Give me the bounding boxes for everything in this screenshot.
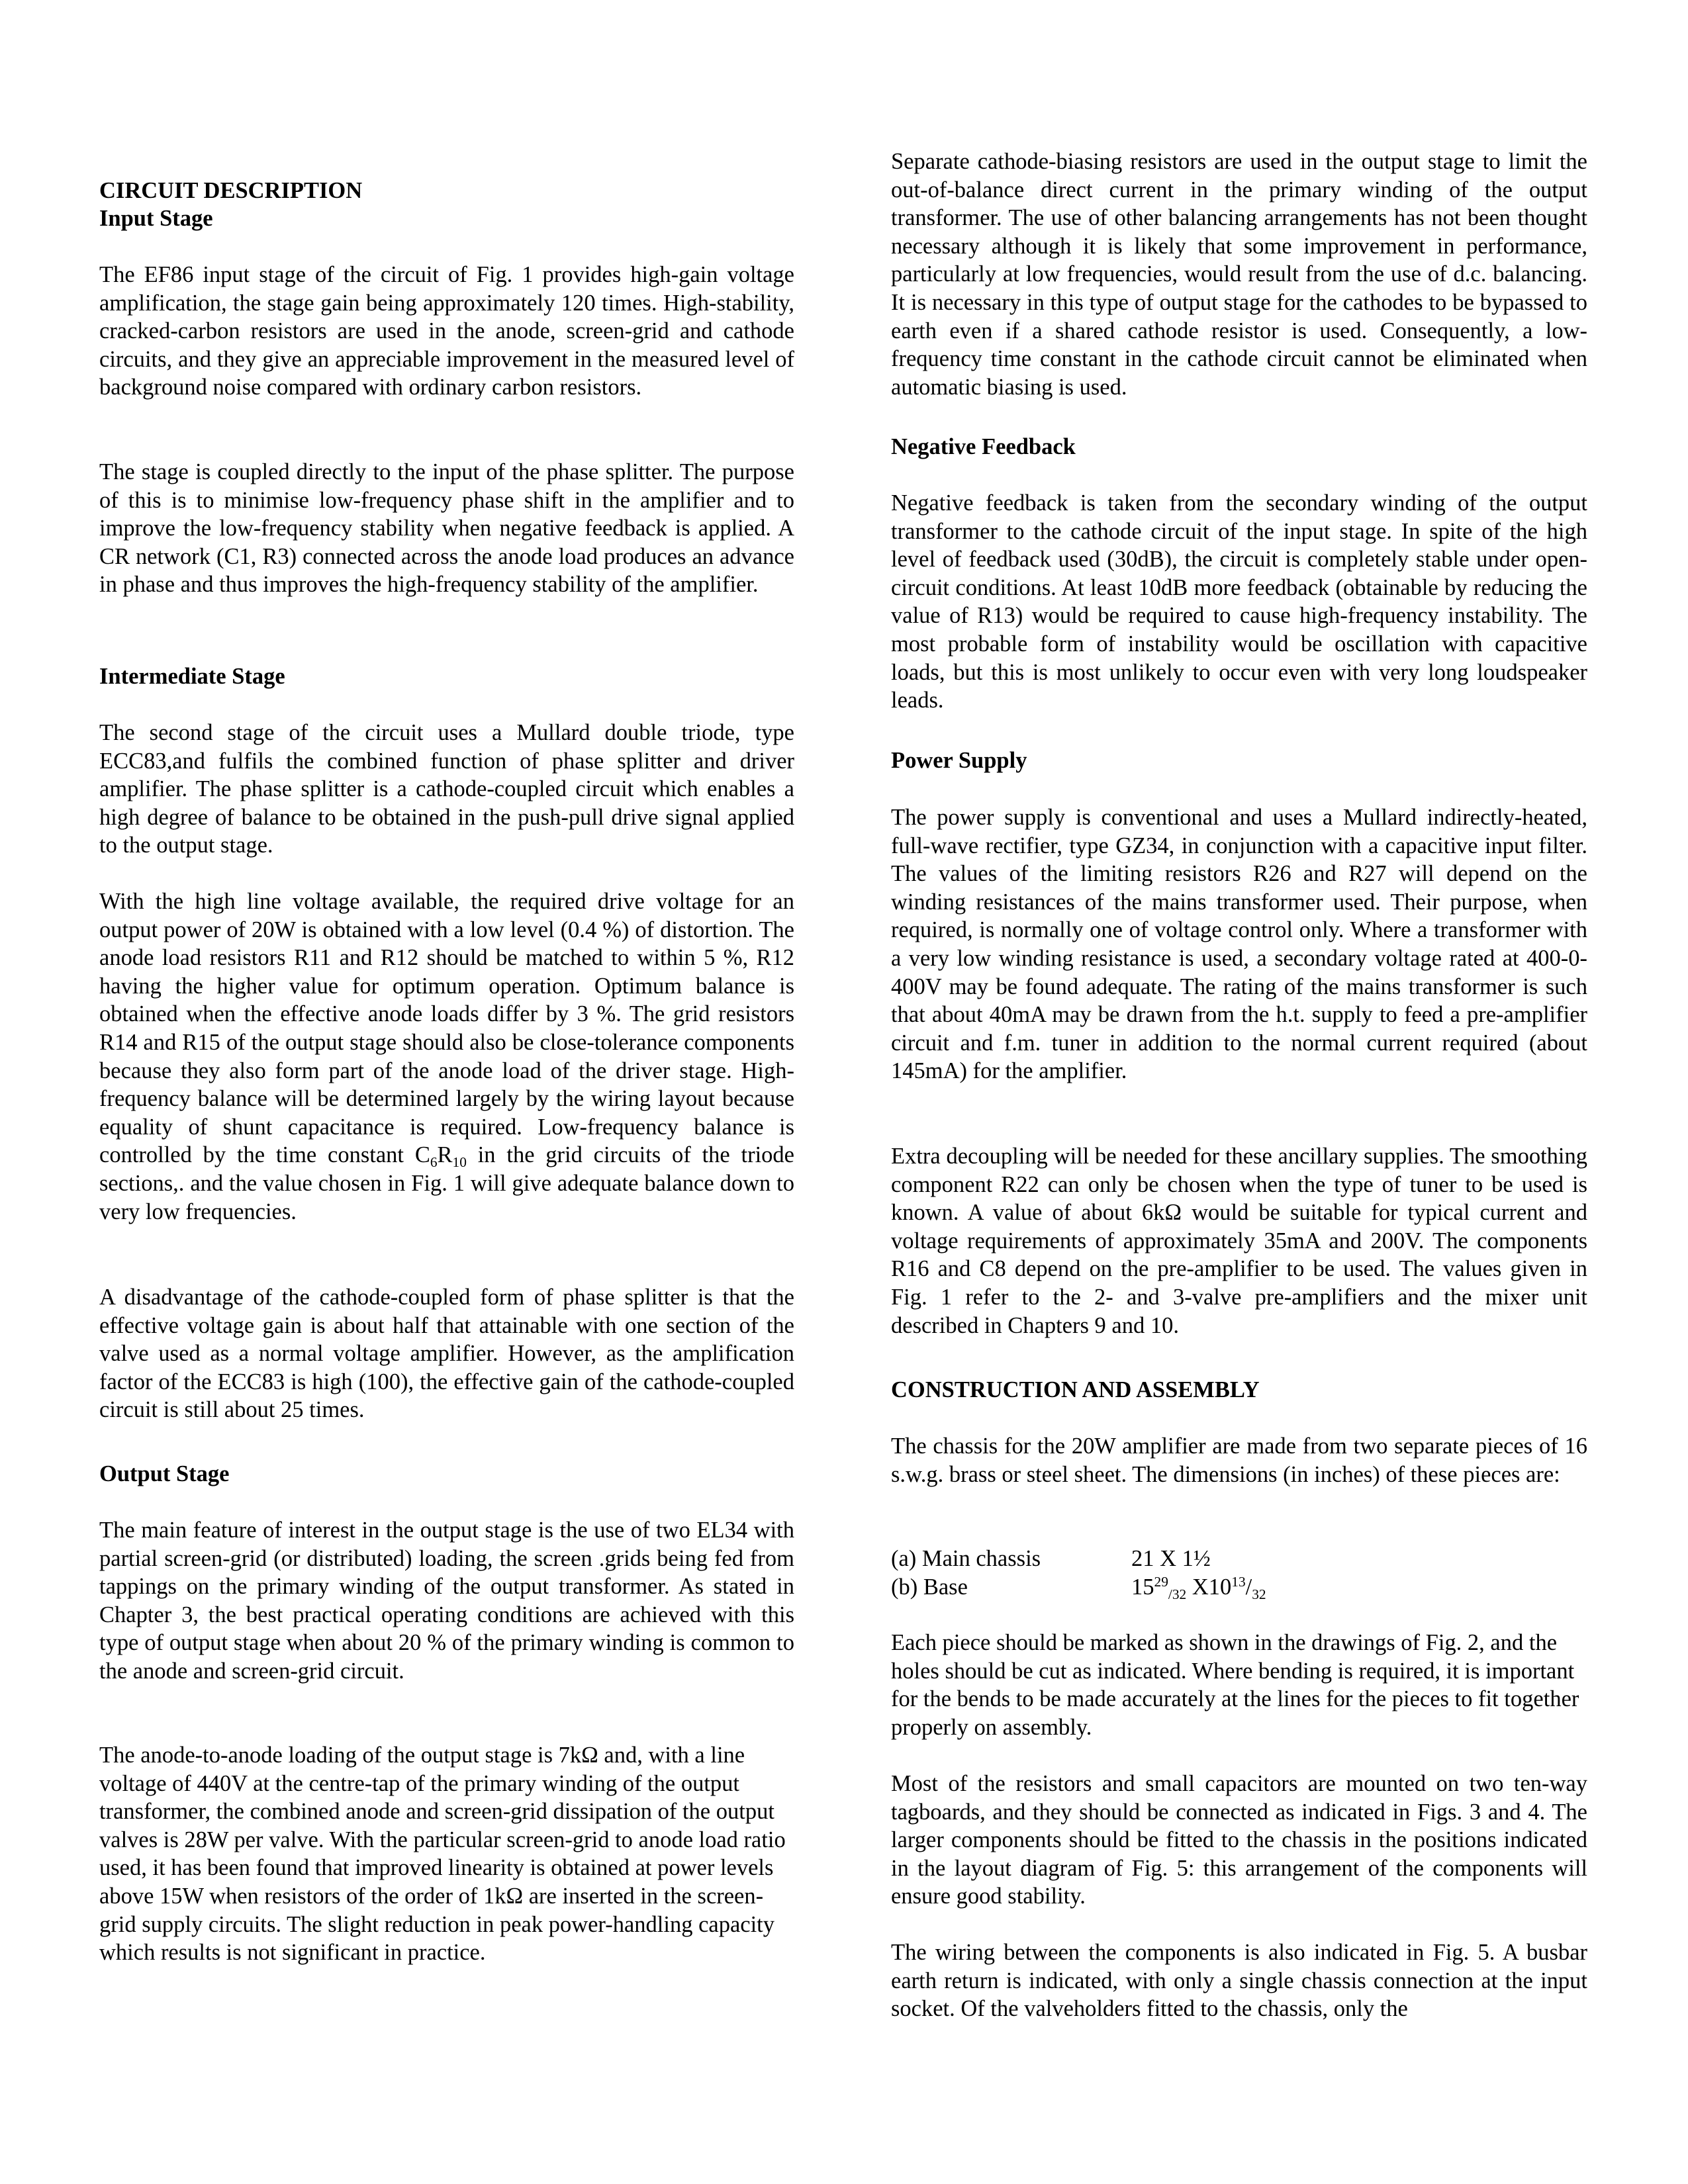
paragraph-input-stage-2: The stage is coupled directly to the input of the phase splitter. The purpose of this is to minimise low-frequency phase shift in the amplifier and to improve the low-frequency stability when negative feedback is applied. A CR network (C1, R3) connected across the anode load produces an advance in phase and thus improves the high-frequency stability of the amplifier. [99, 459, 794, 598]
paragraph-negative-feedback: Negative feedback is taken from the secondary winding of the output transformer to the cathode circuit of the input stage. In spite of the high level of feedback used (30dB), the circuit is completely stable under open-circuit conditions. At least 10dB more feedback (obtainable by reducing the value of R13) would be required to cause high-frequency instability. The most probable form of instability would be oscillation with capacitive loads, but this is most unlikely to occur even with very long loudspeaker leads. [891, 490, 1587, 713]
dimension-label: (a) Main chassis [891, 1546, 1041, 1571]
paragraph-construction-1: The chassis for the 20W amplifier are made from two separate pieces of 16 s.w.g. brass or steel sheet. The dimensions (in inches) of these pieces are: [891, 1433, 1587, 1487]
paragraph-power-supply-1: The power supply is conventional and uses a Mullard indirectly-heated, full-wave rectifier, type GZ34, in conjunction with a capacitive input filter. The values of the limiting resistors R26 and R27 will depend on the winding resistances of the mains transformer used. Their purpose, when required, is normally one of voltage control only. Where a transformer with a very low winding resistance is used, a secondary voltage rated at 400-0-400V may be found adequate. The rating of the mains transformer is such that about 40mA may be drawn from the h.t. supply to feed a pre-amplifier circuit and f.m. tuner in addition to the normal current required (about 145mA) for the amplifier. [891, 805, 1587, 1084]
dimension-row-main-chassis [891, 1545, 1211, 1573]
paragraph-construction-3: Most of the resistors and small capacitors are mounted on two ten-way tagboards, and they should be connected as indicated in Figs. 3 and 4. The larger components should be fitted to the chassis in the positions indicated in the layout diagram of Fig. 5: this arrangement of the components will ensure good stability. [891, 1771, 1587, 1909]
paragraph-intermediate-stage-2: With the high line voltage available, the required drive voltage for an output power of 20W is obtained with a low level (0.4 %) of distortion. The anode load resistors R11 and R12 should be matched to within 5 %, R12 having the higher value for optimum operation. Optimum balance is obtained when the effective anode loads differ by 3 %. The grid resistors R14 and R15 of the output stage should also be close-tolerance components because they also form part of the anode load of the driver stage. High-frequency balance will be determined largely by the wiring layout because equality of shunt capacitance is required. Low-frequency balance is controlled by the time constant $C_6R_{10}$ in the grid circuits of the triode sections,. and the value chosen in Fig. 1 will give adequate balance down to very low frequencies. [99, 889, 794, 1224]
heading-power-supply: Power Supply [891, 748, 1027, 773]
paragraph-power-supply-2: Extra decoupling will be needed for these ancillary supplies. The smoothing component R22 can only be chosen when the type of tuner to be used is known. A value of about 6kΩ would be suitable for typical current and voltage requirements of approximately 35mA and 200V. The components R16 and C8 depend on the pre-amplifier to be used. The values given in Fig. 1 refer to the 2- and 3-valve pre-amplifiers and the mixer unit described in Chapters 9 and 10. [891, 1144, 1587, 1338]
paragraph-output-stage-1: The main feature of interest in the output stage is the use of two EL34 with partial screen-grid (or distributed) loading, the screen .grids being fed from tappings on the primary winding of the output transformer. As stated in Chapter 3, the best practical operating conditions are achieved with this type of output stage when about 20 % of the primary winding is common to the anode and screen-grid circuit. [99, 1518, 794, 1684]
dimension-value: 21 X 1½ [1131, 1546, 1211, 1571]
paragraph-input-stage-1: The EF86 input stage of the circuit of Fig. 1 provides high-gain voltage amplification, the stage gain being approximately 120 times. High-stability, cracked-carbon resistors are used in the anode, screen-grid and cathode circuits, and they give an appreciable improvement in the measured level of background noise compared with ordinary carbon resistors. [99, 262, 794, 400]
heading-input-stage: Input Stage [99, 206, 213, 231]
dimension-row-base [891, 1573, 1266, 1602]
paragraph-output-stage-2: The anode-to-anode loading of the output stage is 7kΩ and, with a line voltage of 440V at the centre-tap of the primary winding of the output transformer, the combined anode and screen-grid dissipation of the output valves is 28W per valve. With the particular screen-grid to anode load ratio used, it has been found that improved linearity is obtained at power levels above 15W when resistors of the order of 1kΩ are inserted in the screen-grid supply circuits. The slight reduction in peak power-handling capacity which results is not significant in practice. [99, 1743, 786, 1966]
section-title-circuit-description: CIRCUIT DESCRIPTION [99, 178, 363, 203]
paragraph-output-stage-continued: Separate cathode-biasing resistors are used in the output stage to limit the out-of-balance direct current in the primary winding of the output transformer. The use of other balancing arrangements has not been thought necessary although it is likely that some improvement in performance, particularly at low frequencies, would result from the use of d.c. balancing. It is necessary in this type of output stage for the cathodes to be bypassed to earth even if a shared cathode resistor is used. Consequently, a low-frequency time constant in the cathode circuit cannot be eliminated when automatic biasing is used. [891, 149, 1587, 400]
paragraph-construction-4: The wiring between the components is also indicated in Fig. 5. A busbar earth return is indicated, with only a single chassis connection at the input socket. Of the valveholders fitted to the chassis, only the [891, 1940, 1587, 2022]
heading-construction-and-assembly: CONSTRUCTION AND ASSEMBLY [891, 1377, 1260, 1402]
heading-output-stage: Output Stage [99, 1461, 230, 1486]
paragraph-intermediate-stage-1: The second stage of the circuit uses a Mullard double triode, type ECC83,and fulfils the combined function of phase splitter and driver amplifier. The phase splitter is a cathode-coupled circuit which enables a high degree of balance to be obtained in the push-pull drive signal applied to the output stage. [99, 720, 794, 858]
paragraph-construction-2: Each piece should be marked as shown in the drawings of Fig. 2, and the holes should be cut as indicated. Where bending is required, it is important for the bends to be made accurately at the lines for the pieces to fit together properly on assembly. [891, 1630, 1579, 1740]
heading-negative-feedback: Negative Feedback [891, 434, 1076, 459]
dimension-label: (b) Base [891, 1574, 968, 1600]
paragraph-intermediate-stage-3: A disadvantage of the cathode-coupled form of phase splitter is that the effective voltage gain is about half that attainable with one section of the valve used as a normal voltage amplifier. However, as the amplification factor of the ECC83 is high (100), the effective gain of the cathode-coupled circuit is still about 25 times. [99, 1285, 794, 1423]
heading-intermediate-stage: Intermediate Stage [99, 664, 285, 689]
dimension-value: $15^{29}_{/32}$ $X10^{13}/_{32}$ [1131, 1574, 1266, 1602]
